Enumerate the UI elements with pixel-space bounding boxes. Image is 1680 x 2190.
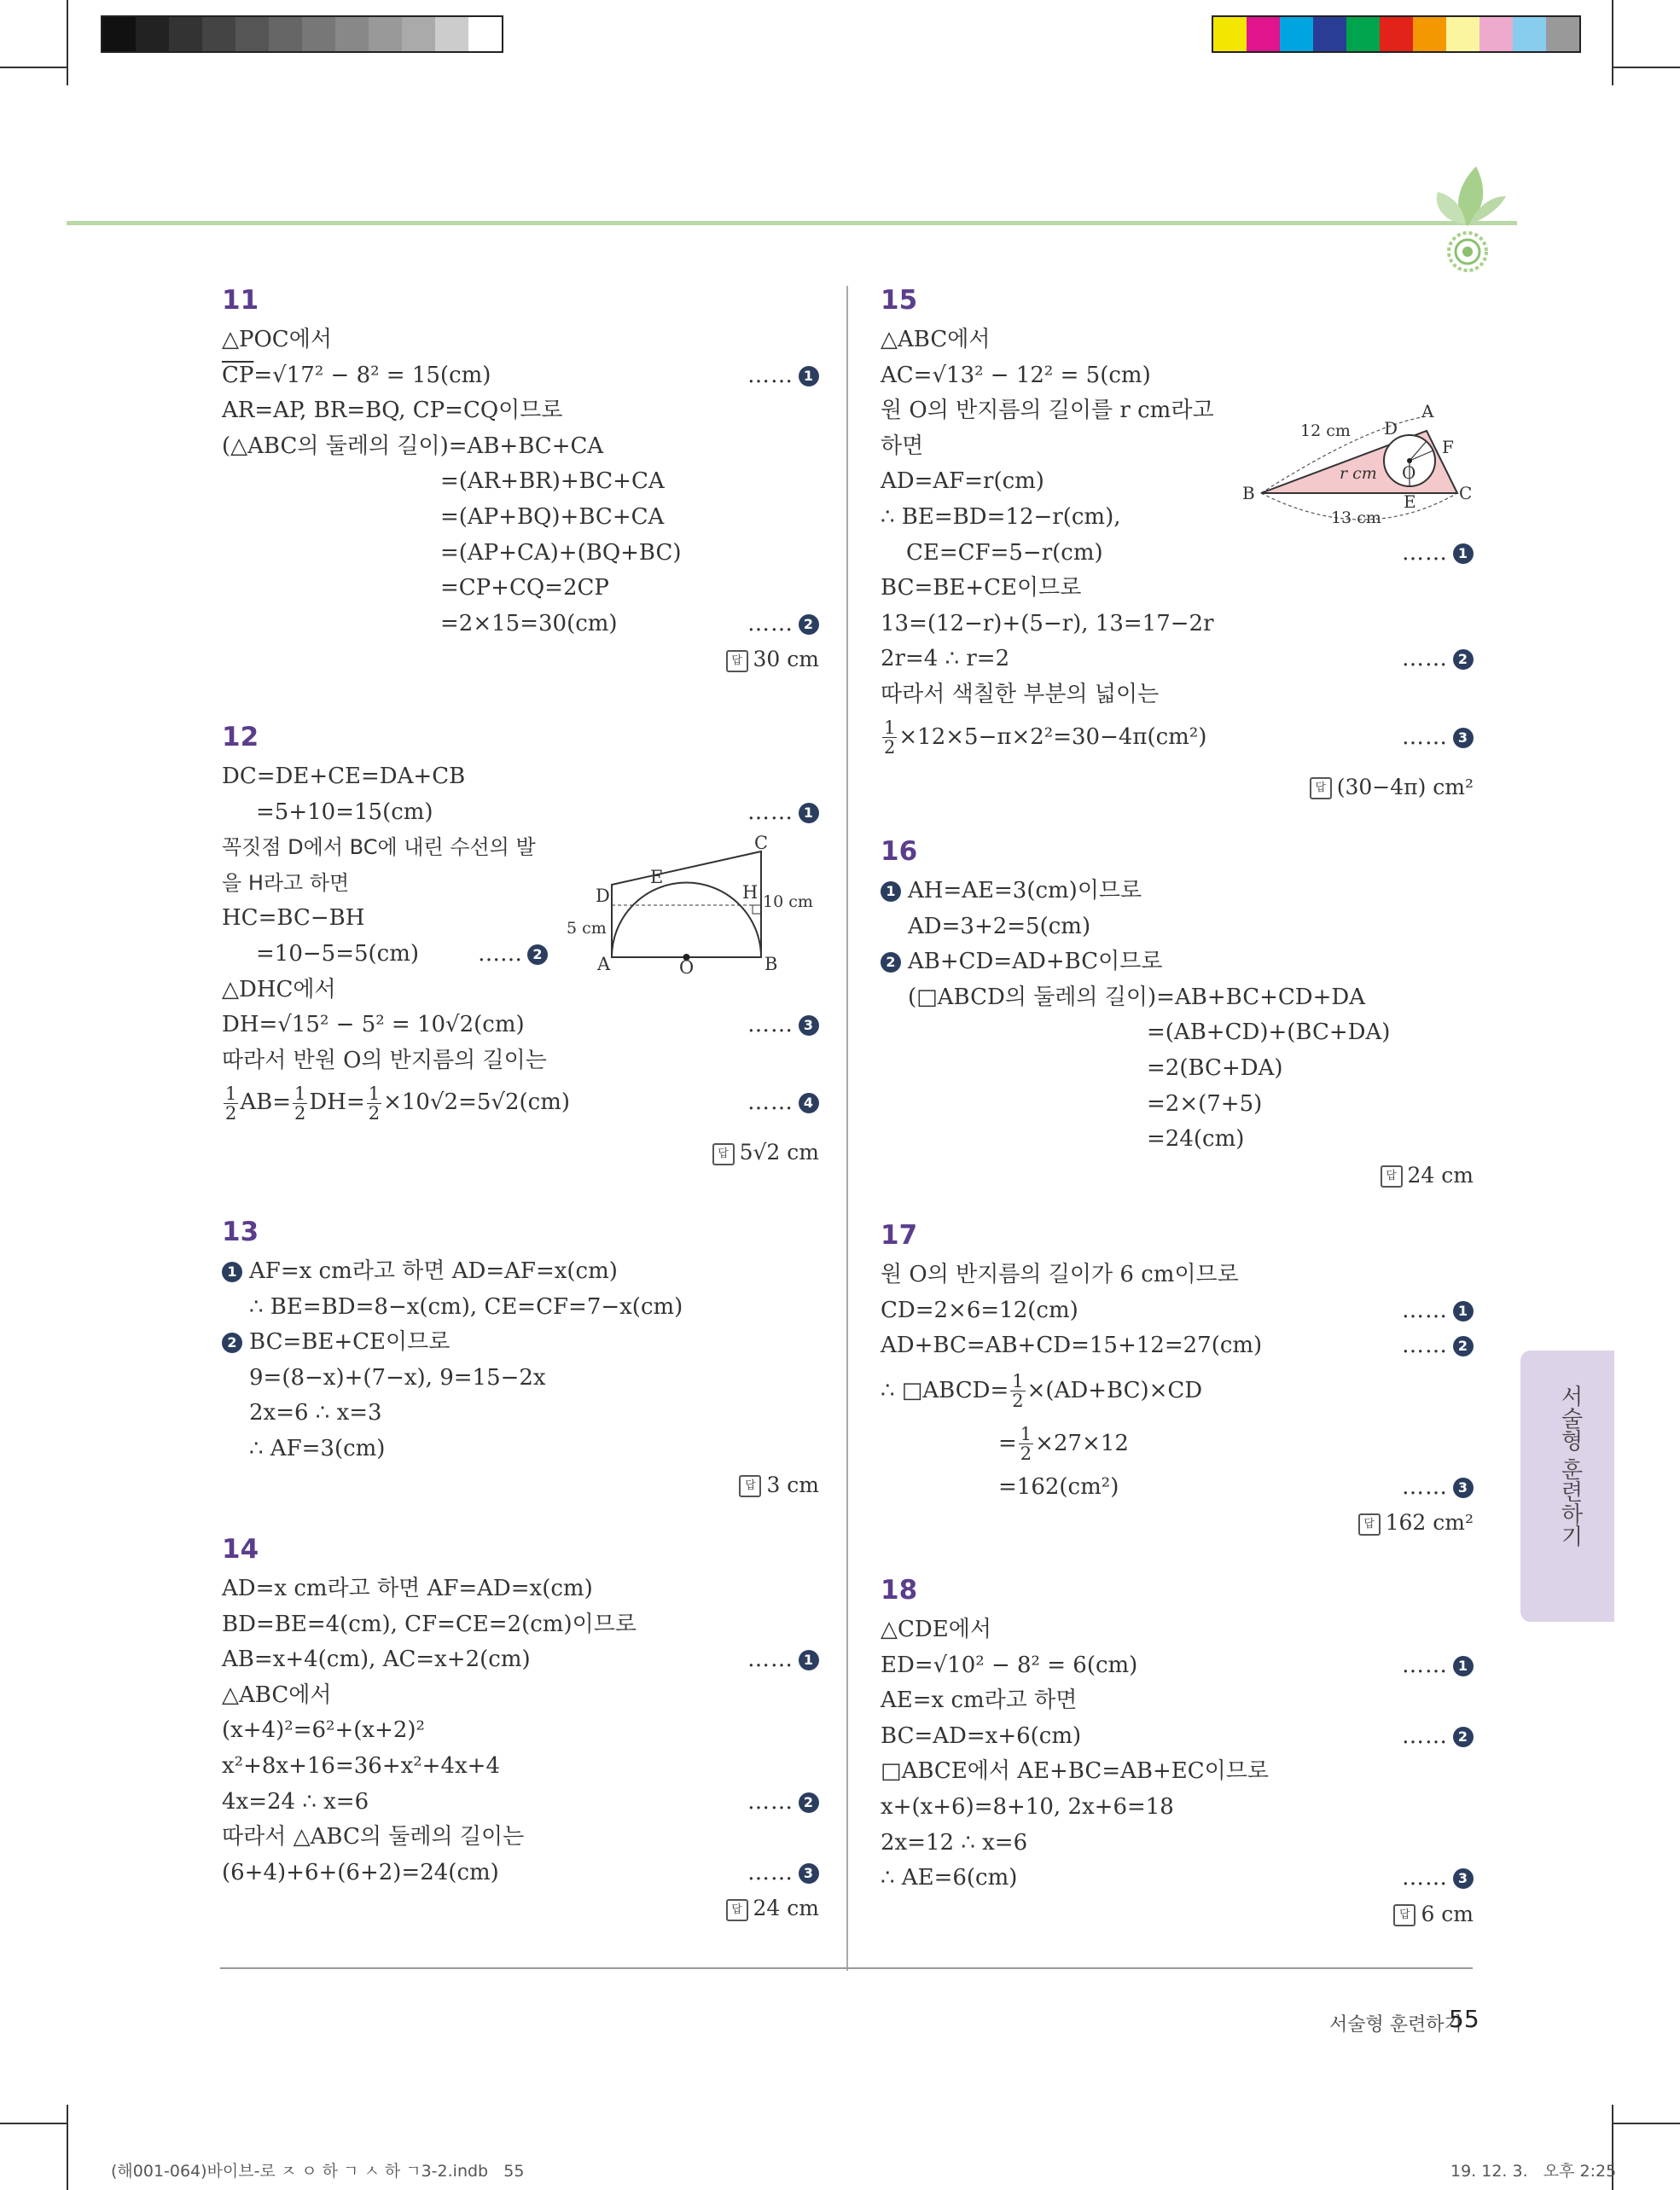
fig-label-o: O [1402,462,1416,483]
question-14: 14 AD=x cm라고 하면 AF=AD=x(cm) BD=BE=4(cm), CF=CE=2(cm)이므로 AB=x+4(cm), AC=x+2(cm) …… 1 △ABC에서 (x+4)²=6²+(x+2)² x²+8x+16=36+x²+4x+4 4x=24 ∴ x=6 …… 2 따라서 △ABC의 둘레의 길이는 (6+4)+6+(6+2)=24(cm) …… 3 답 24 cm [222,1527,819,1926]
crop-mark [0,2123,68,2124]
fig-length-12: 12 cm [1300,421,1351,440]
color-swatch [169,17,202,51]
color-swatch [136,17,169,51]
answer: 답 (30−4π) cm² [1310,770,1474,805]
color-bar [1212,15,1581,53]
color-swatch [202,17,235,51]
fig-label-h: H [742,882,759,903]
file-info: (해001-064)바이브-로 ㅈ ㅇ 하 ㄱ ㅅ 하 ㄱ3-2.indb 55 [111,2162,525,2181]
color-swatch [302,17,335,51]
fig-label-a: A [597,954,611,974]
leaf-ornament-icon [1416,158,1519,277]
color-swatch [1546,17,1579,51]
color-swatch [1513,17,1546,51]
fig-radius: r cm [1340,464,1377,483]
color-swatch [1479,17,1513,51]
question-number: 13 [222,1217,259,1247]
question-12: 12 DC=DE+CE=DA+CB =5+10=15(cm) …… 1 꼭짓점 D에서 BC에 내린 수선의 발 을 H라고 하면 HC=BC−BH =10−5=5(cm) …… 2 △DHC에서 DH=√15² − 5² = 10√2(cm) …… 3 따라서 반원 O의 반지름의 길이는 $\frac{1}{2}$ AB= $\frac{1}{2}$ DH= $\frac{1}{2}$ ×10√2=5√2(cm) …… 4 답 5√2 cm [222,715,819,1171]
answer: 답 3 cm [739,1467,819,1503]
fig-length-10: 10 cm [763,892,813,911]
grayscale-bar [101,15,503,53]
color-swatch [369,17,402,51]
fig-label-d: D [1384,418,1398,439]
fig-label-d: D [596,886,610,906]
footer-section: 서술형 훈련하기 [1329,2014,1462,2036]
color-swatch [1380,17,1413,51]
fig-label-b: B [1242,483,1255,503]
question-17: 17 원 O의 반지름의 길이가 6 cm이므로 CD=2×6=12(cm) …… 1 AD+BC=AB+CD=15+12=27(cm) …… 2 ∴ □ABCD= $\frac{1}{2}$ ×(AD+BC)×CD = $\frac{1}{2}$ ×27×12 =162(cm²) …… 3 답 162 cm² [881,1213,1474,1541]
header-rule [67,221,1517,225]
question-number: 15 [881,285,918,316]
fig-label-f: F [1442,437,1454,457]
question-18: 18 △CDE에서 ED=√10² − 8² = 6(cm) …… 1 AE=x cm라고 하면 BC=AD=x+6(cm) …… 2 □ABCE에서 AE+BC=AB+EC이므로 x+(x+6)=8+10, 2x+6=18 2x=12 ∴ x=6 ∴ AE=6(cm) …… 3 답 6 cm [881,1568,1474,1931]
side-tab: 서술형 훈련하기 [1520,1351,1614,1622]
crop-mark [0,67,68,68]
question-number: 16 [881,836,918,867]
fig-length-13: 13 cm [1331,508,1381,527]
answer: 답 24 cm [726,1891,819,1926]
crop-mark [1612,2123,1680,2124]
fig-length-5: 5 cm [567,919,607,938]
answer: 답 30 cm [726,642,819,677]
print-date: 19. 12. 3. 오후 2:25 [1450,2162,1617,2181]
color-swatch [1446,17,1479,51]
column-divider [846,286,848,1971]
color-swatch [402,17,435,51]
question-number: 12 [222,722,259,752]
color-swatch [269,17,302,51]
answer: 답 162 cm² [1358,1505,1474,1541]
color-swatch [335,17,369,51]
color-swatch [1346,17,1380,51]
answer: 답 6 cm [1393,1897,1474,1932]
crop-mark [67,0,68,85]
color-swatch [1413,17,1446,51]
crop-mark [1612,67,1680,68]
fig-label-c: C [754,833,769,853]
question-number: 14 [222,1534,259,1565]
question-number: 11 [222,285,259,316]
question-16: 16 1 AH=AE=3(cm)이므로 AD=3+2=5(cm) 2 AB+CD=AD+BC이므로 (□ABCD의 둘레의 길이)=AB+BC+CD+DA =(AB+CD)+(BC+DA) =2(BC+DA) =2×(7+5) =24(cm) 답 24 cm [881,829,1474,1193]
answer: 답 5√2 cm [712,1135,819,1171]
fig-label-e: E [1404,491,1416,512]
question-15: 15 △ABC에서 AC=√13² − 12² = 5(cm) 원 O의 반지름의 길이를 r cm라고 하면 AD=AF=r(cm) ∴ BE=BD=12−r(cm), CE=CF=5−r(cm) …… 1 BC=BE+CE이므로 13=(12−r)+(5−r), 13=17−2r 2r=4 ∴ r=2 …… 2 따라서 색칠한 부분의 넓이는 $\frac{1}{2}$ ×12×5−π×2²=30−4π(cm²) …… 3 답 (30−4π) cm² [881,278,1474,805]
question-11: 11 △POC에서 $\overline{CP}=√17^2 - 8^2 = 15(cm)$ …… 1 AR=AP, BR=BQ, CP=CQ이므로 (△ABC의 둘레의 길이)=AB+BC+CA =(AR+BR)+BC+CA =(AP+BQ)+BC+CA =(AP+CA)+(BQ+BC) =CP+CQ=2CP =2×15=30(cm) …… 2 답 30 cm [222,278,819,677]
color-swatch [1313,17,1346,51]
fig-label-c: C [1459,483,1473,503]
crop-mark [67,2105,68,2190]
color-swatch [1213,17,1247,51]
fig-label-e: E [650,867,664,887]
question-number: 17 [881,1220,918,1251]
question-13: 13 1 AF=x cm라고 하면 AD=AF=x(cm) ∴ BE=BD=8−x(cm), CE=CF=7−x(cm) 2 BC=BE+CE이므로 9=(8−x)+(7−x), 9=15−2x 2x=6 ∴ x=3 ∴ AF=3(cm) 답 3 cm [222,1210,819,1502]
question-number: 18 [881,1575,918,1606]
color-swatch [235,17,269,51]
color-swatch [468,17,502,51]
fig-label-b: B [764,954,778,974]
bottom-rule [220,1967,1473,1969]
color-swatch [102,17,136,51]
answer: 답 24 cm [1381,1158,1474,1194]
color-swatch [1280,17,1313,51]
fig-label-o: O [679,957,695,978]
crop-mark [1612,0,1613,85]
color-swatch [1247,17,1280,51]
page-number: 55 [1449,2005,1479,2033]
fig-label-a: A [1421,401,1434,421]
color-swatch [435,17,468,51]
